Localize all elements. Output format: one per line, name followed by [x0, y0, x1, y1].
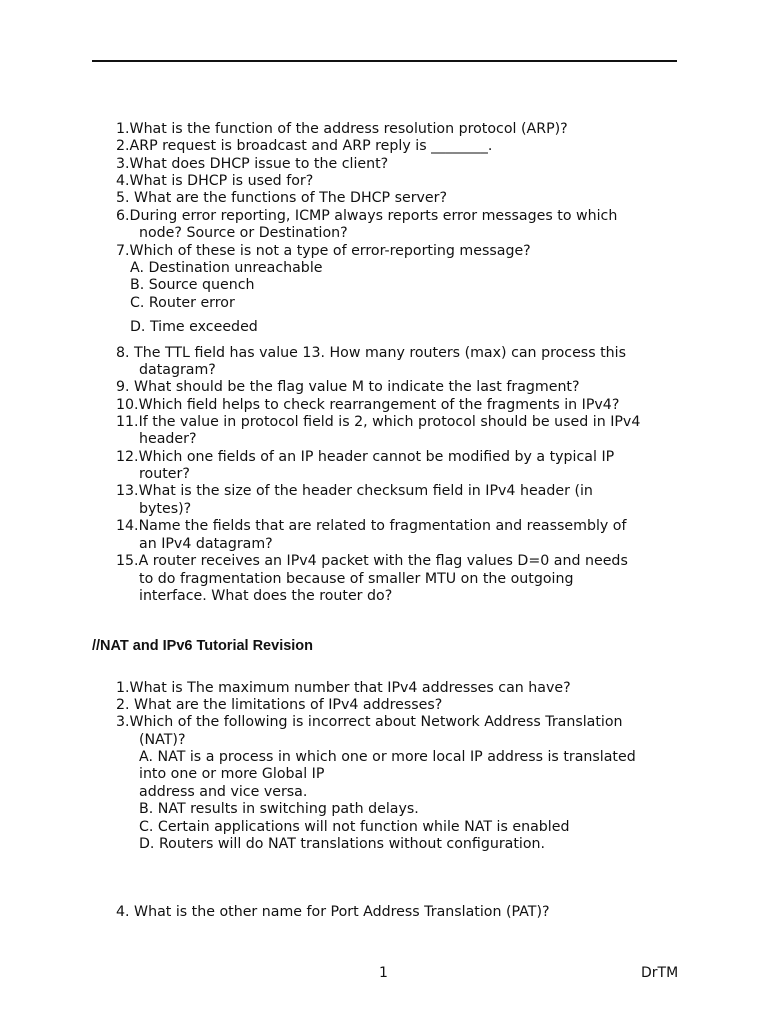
option-line: D. Time exceeded — [130, 319, 258, 335]
question-line: 1.What is The maximum number that IPv4 addresses can have? — [116, 680, 571, 696]
question-line: datagram? — [139, 362, 216, 378]
question-line: 3.What does DHCP issue to the client? — [116, 156, 389, 172]
option-line: C. Router error — [130, 295, 235, 311]
question-line: 3.Which of the following is incorrect about Network Address Translation — [116, 714, 623, 730]
option-line: C. Certain applications will not function while NAT is enabled — [139, 819, 570, 835]
question-line: node? Source or Destination? — [139, 225, 348, 241]
option-line: address and vice versa. — [139, 784, 308, 800]
question-line: to do fragmentation because of smaller MTU on the outgoing — [139, 571, 574, 587]
option-line: B. Source quench — [130, 277, 255, 293]
question-line: 2.ARP request is broadcast and ARP reply is ________. — [116, 138, 493, 154]
question-line: 4. What is the other name for Port Address Translation (PAT)? — [116, 904, 550, 920]
question-line: 14.Name the fields that are related to fragmentation and reassembly of — [116, 518, 627, 534]
question-line: 8. The TTL field has value 13. How many routers (max) can process this — [116, 345, 626, 361]
section-heading: //NAT and IPv6 Tutorial Revision — [92, 638, 314, 654]
question-line: 10.Which field helps to check rearrangement of the fragments in IPv4? — [116, 397, 620, 413]
question-line: 4.What is DHCP is used for? — [116, 173, 314, 189]
question-line: 7.Which of these is not a type of error-reporting message? — [116, 243, 531, 259]
question-line: bytes)? — [139, 501, 192, 517]
question-line: 12.Which one fields of an IP header cannot be modified by a typical IP — [116, 449, 615, 465]
question-line: 11.If the value in protocol field is 2, which protocol should be used in IPv4 — [116, 414, 641, 430]
question-line: 1.What is the function of the address resolution protocol (ARP)? — [116, 121, 568, 137]
question-line: interface. What does the router do? — [139, 588, 393, 604]
option-line: A. Destination unreachable — [130, 260, 323, 276]
question-line: (NAT)? — [139, 732, 186, 748]
question-line: 2. What are the limitations of IPv4 addresses? — [116, 697, 443, 713]
question-line: an IPv4 datagram? — [139, 536, 273, 552]
question-line: router? — [139, 466, 190, 482]
question-line: 9. What should be the flag value M to indicate the last fragment? — [116, 379, 580, 395]
footer-author: DrTM — [641, 965, 679, 981]
option-line: D. Routers will do NAT translations without configuration. — [139, 836, 546, 852]
option-line: A. NAT is a process in which one or more local IP address is translated — [139, 749, 636, 765]
header-rule — [92, 60, 677, 62]
question-line: 6.During error reporting, ICMP always reports error messages to which — [116, 208, 618, 224]
question-line: header? — [139, 431, 197, 447]
question-line: 5. What are the functions of The DHCP server? — [116, 190, 448, 206]
question-line: 15.A router receives an IPv4 packet with the flag values D=0 and needs — [116, 553, 628, 569]
option-line: B. NAT results in switching path delays. — [139, 801, 419, 817]
page-number: 1 — [379, 965, 388, 981]
question-line: 13.What is the size of the header checksum field in IPv4 header (in — [116, 483, 593, 499]
option-line: into one or more Global IP — [139, 766, 325, 782]
